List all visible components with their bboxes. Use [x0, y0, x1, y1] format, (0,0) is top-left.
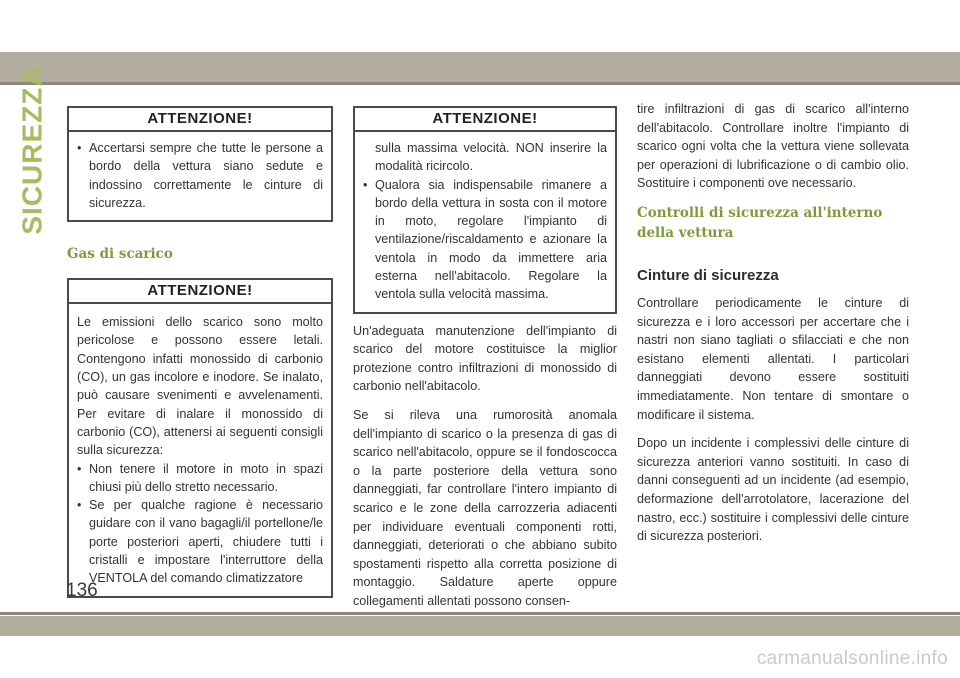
warning-body: [69, 132, 331, 220]
warning-bullets: [77, 460, 323, 588]
paragraph: Se si rileva una rumorosità anomala dell'impianto di scarico o la presenza di gas di scarico nell'abitacolo, oppure se il fondoscocca o la parte posteriore della vettura sono danneggiati, far controllare l'intero impianto di scarico e le zone della carrozzeria adiacenti per individuare eventuali componenti rotti, danneggiati, deteriorati o che abbiano subito spostamenti rispetto alla corretta posizione di montaggio. Saldature aperte oppure collegamenti allentati possono consen-: [353, 408, 617, 608]
warning-body: [69, 304, 331, 595]
footer-band: [0, 616, 960, 636]
warning-bullet: • Non tenere il motore in moto in spazi chiusi più dello stretto necessario.: [77, 460, 323, 497]
side-label-text: SICUREZZA: [17, 65, 49, 235]
warning-title: ATTENZIONE!: [69, 108, 331, 132]
paragraph: Un'adeguata manutenzione dell'impianto di scarico del motore costituisce la miglior protezione contro infiltrazioni di monossido di carbonio nell'abitacolo.: [353, 323, 617, 394]
header-band: [0, 52, 960, 82]
section-side-label: [10, 65, 56, 235]
paragraph: Dopo un incidente i complessivi delle cinture di sicurezza anteriori vanno sostituiti. In caso di danni conseguenti ad un incidente (ad esempio, deformazione dell'arrotolatore, lacerazione del nastro, ecc.) sostituire i complessivi delle cinture di sicurezza posteriori.: [637, 436, 909, 544]
section-title-exhaust: Gas di scarico: [67, 246, 173, 263]
warning-bullet: • Qualora sia indispensabile rimanere a bordo della vettura in sosta con il motore in moto, regolare l'impianto di ventilazione/riscaldamento e azionare la ventola in modo da immettere aria esterna nell'abitacolo. Regolare la ventola sulla velocità massima.: [363, 176, 607, 304]
subsection-title-seatbelts: Cinture di sicurezza: [637, 266, 779, 284]
warning-bullets: [363, 176, 607, 304]
column-3: [637, 100, 909, 546]
warning-bullets: [77, 139, 323, 212]
warning-title: ATTENZIONE!: [69, 280, 331, 304]
warning-bullet: • Se per qualche ragione è necessario guidare con il vano bagagli/il portellone/le porte posteriori aperti, chiudere tutti i cristalli e impostare l'interruttore della VENTOLA del comando climatizzatore: [77, 496, 323, 587]
column-2: [353, 106, 617, 611]
paragraph: tire infiltrazioni di gas di scarico all'interno dell'abitacolo. Controllare inoltre l'impianto di scarico ogni volta che la vettura viene sollevata per operazioni di lubrificazione o di cambio olio. Sostituire i componenti ove necessario.: [637, 102, 909, 191]
warning-box-exhaust: [67, 278, 333, 597]
page-number: 136: [66, 580, 98, 601]
warning-bullet: • Accertarsi sempre che tutte le persone a bordo della vettura siano sedute e indossino correttamente le cinture di sicurezza.: [77, 139, 323, 212]
warning-box-continued: [353, 106, 617, 314]
section-title-safety-checks: Controlli di sicurezza all'interno della vettura: [637, 204, 883, 241]
warning-title: ATTENZIONE!: [355, 108, 615, 132]
warning-intro: Le emissioni dello scarico sono molto pericolose e possono essere letali. Contengono infatti monossido di carbonio (CO), un gas incolore e inodore. Se inalato, può causare svenimenti e avvelenamenti. Per evitare di inalare il monossido di carbonio (CO), attenersi ai seguenti consigli sulla sicurezza:: [77, 315, 323, 458]
footer-rule: [0, 612, 960, 615]
warning-box-seatbelts: [67, 106, 333, 222]
header-rule: [0, 82, 960, 85]
warning-continuation: sulla massima velocità. NON inserire la modalità ricircolo.: [375, 141, 607, 174]
warning-body: [355, 132, 615, 312]
column-1: [67, 106, 333, 598]
paragraph: Controllare periodicamente le cinture di sicurezza e i loro accessori per accertare che i nastri non siano tagliati o sfilacciati e che non esistano elementi allentati. I particolari danneggiati devono essere sostituiti immediatamente. Non tentare di smontare o modificare il sistema.: [637, 295, 909, 422]
watermark: carmanualsonline.info: [756, 648, 948, 669]
